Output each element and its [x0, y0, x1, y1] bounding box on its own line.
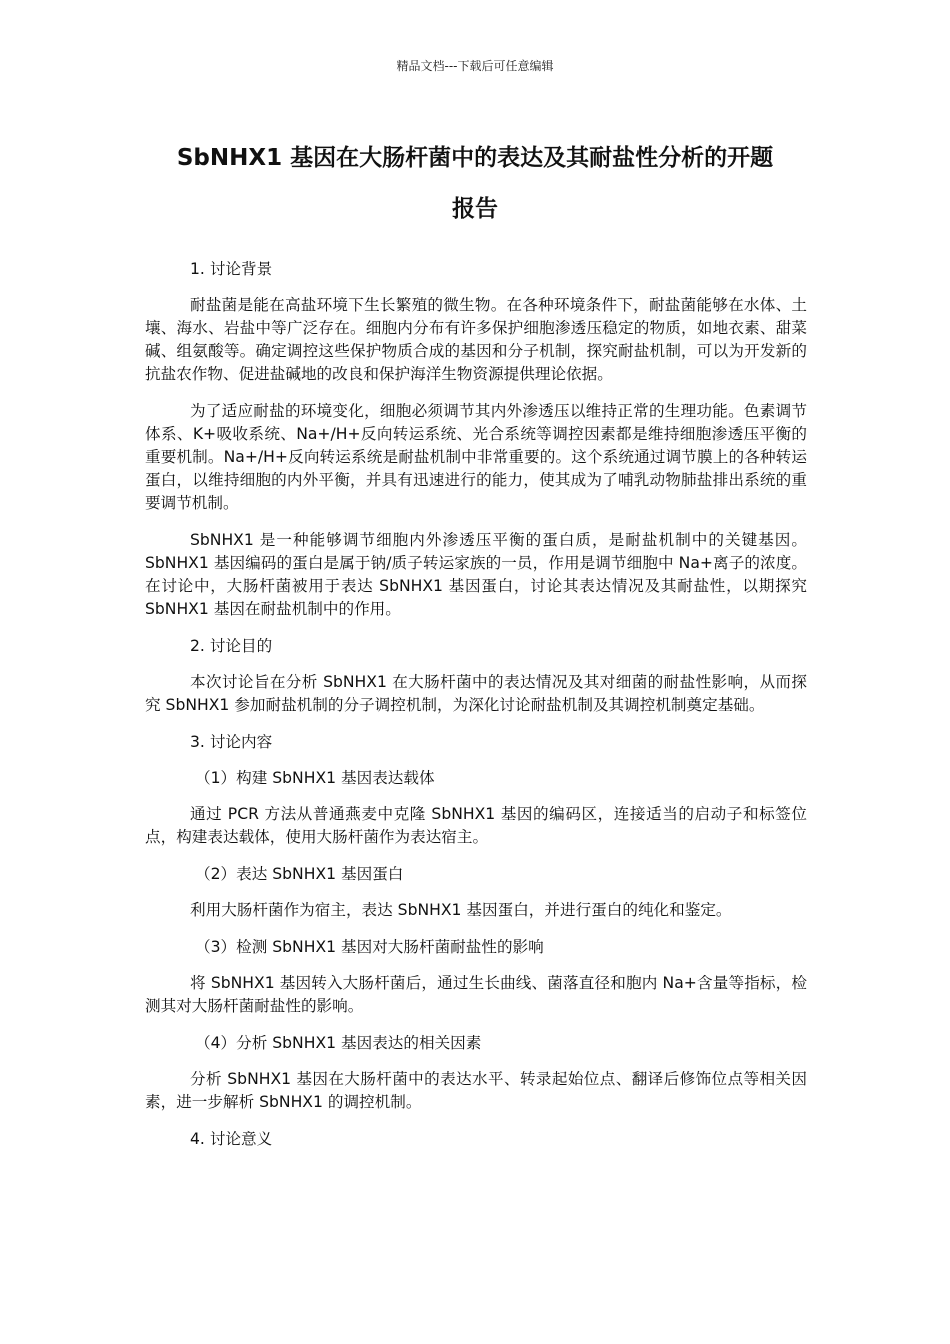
document-body — [145, 258, 807, 1164]
paragraph: 利用大肠杆菌作为宿主，表达 SbNHX1 基因蛋白，并进行蛋白的纯化和鉴定。 — [190, 901, 732, 919]
subsection-heading: （4）分析 SbNHX1 基因表达的相关因素 — [195, 1034, 482, 1052]
section-heading-background: 1. 讨论背景 — [190, 260, 273, 278]
paragraph: 分析 SbNHX1 基因在大肠杆菌中的表达水平、转录起始位点、翻译后修饰位点等相关因素，进一步解析 SbNHX1 的调控机制。 — [145, 1070, 807, 1111]
document-title: SbNHX1 基因在大肠杆菌中的表达及其耐盐性分析的开题 — [176, 145, 774, 171]
subsection-heading: （3）检测 SbNHX1 基因对大肠杆菌耐盐性的影响 — [195, 938, 544, 956]
section-heading-purpose: 2. 讨论目的 — [190, 637, 273, 655]
paragraph: 本次讨论旨在分析 SbNHX1 在大肠杆菌中的表达情况及其对细菌的耐盐性影响，从而探究 SbNHX1 参加耐盐机制的分子调控机制，为深化讨论耐盐机制及其调控机制奠定基础。 — [145, 673, 807, 714]
document-title-continued: 报告 — [452, 196, 498, 222]
paragraph: 为了适应耐盐的环境变化，细胞必须调节其内外渗透压以维持正常的生理功能。色素调节体系、K+吸收系统、Na+/H+反向转运系统、光合系统等调控因素都是维持细胞渗透压平衡的重要机制。Na+/H+反向转运系统是耐盐机制中非常重要的。这个系统通过调节膜上的各种转运蛋白，以维持细胞的内外平衡，并具有迅速进行的能力，使其成为了哺乳动物肺盐排出系统的重要调节机制。 — [145, 402, 807, 512]
paragraph: SbNHX1 是一种能够调节细胞内外渗透压平衡的蛋白质，是耐盐机制中的关键基因。 SbNHX1 基因编码的蛋白是属于钠/质子转运家族的一员，作用是调节细胞中 Na+离子的浓度。在讨论中，大肠杆菌被用于表达 SbNHX1 基因蛋白，讨论其表达情况及其耐盐性，以期探究 SbNHX1 基因在耐盐机制中的作用。 — [145, 531, 807, 618]
subsection-heading: （2）表达 SbNHX1 基因蛋白 — [195, 865, 404, 883]
subsection-heading: （1）构建 SbNHX1 基因表达载体 — [195, 769, 435, 787]
paragraph: 耐盐菌是能在高盐环境下生长繁殖的微生物。在各种环境条件下，耐盐菌能够在水体、土壤、海水、岩盐中等广泛存在。细胞内分布有许多保护细胞渗透压稳定的物质，如地衣素、甜菜碱、组氨酸等。确定调控这些保护物质合成的基因和分子机制，探究耐盐机制，可以为开发新的抗盐农作物、促进盐碱地的改良和保护海洋生物资源提供理论依据。 — [145, 296, 807, 383]
paragraph: 通过 PCR 方法从普通燕麦中克隆 SbNHX1 基因的编码区，连接适当的启动子和标签位点，构建表达载体，使用大肠杆菌作为表达宿主。 — [145, 805, 807, 846]
section-heading-content: 3. 讨论内容 — [190, 733, 273, 751]
section-heading-significance: 4. 讨论意义 — [190, 1130, 273, 1148]
paragraph: 将 SbNHX1 基因转入大肠杆菌后，通过生长曲线、菌落直径和胞内 Na+含量等指标，检测其对大肠杆菌耐盐性的影响。 — [145, 974, 807, 1015]
page-header-watermark: 精品文档---下载后可任意编辑 — [396, 59, 554, 73]
